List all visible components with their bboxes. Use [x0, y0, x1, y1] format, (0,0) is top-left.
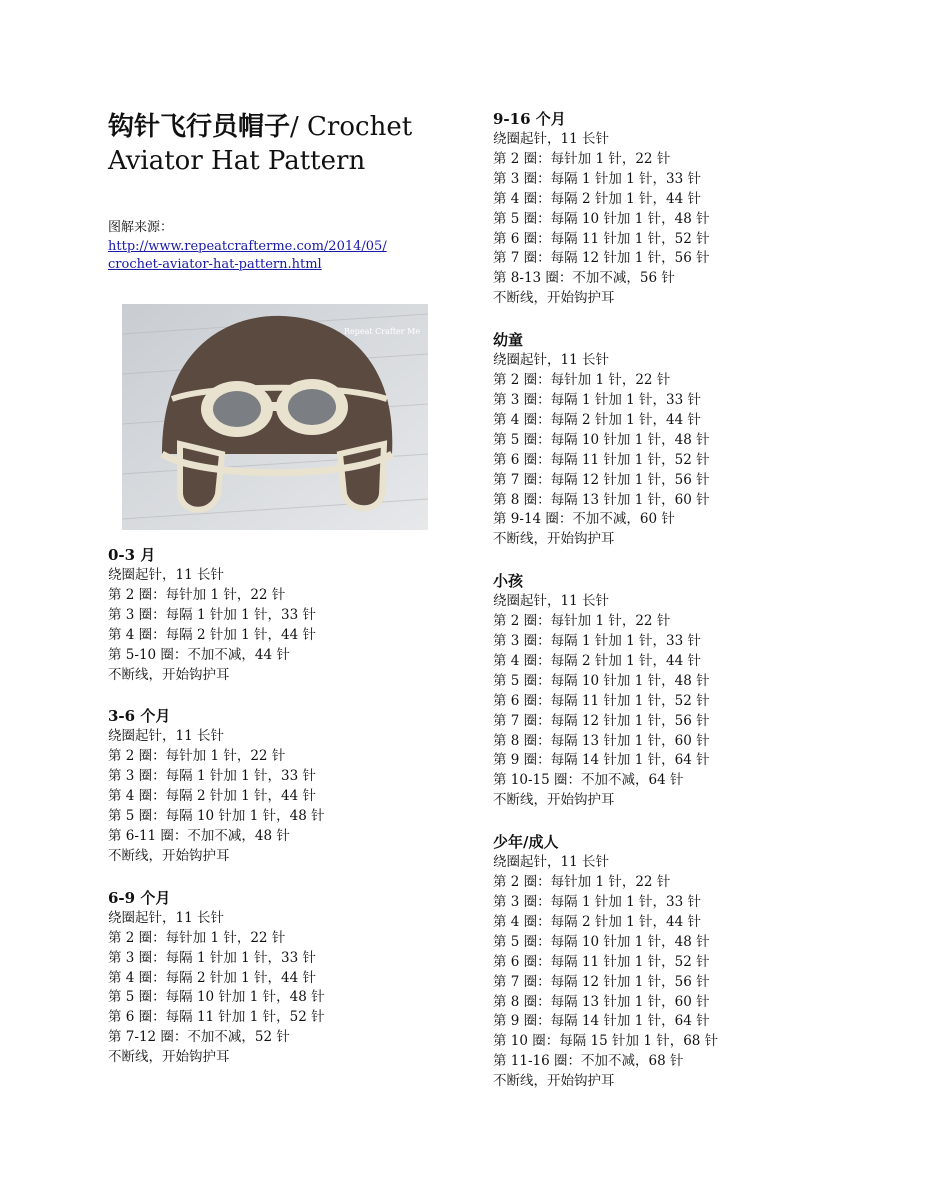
- pattern-line: 第 9 圈：每隔 14 针加 1 针，64 针: [493, 752, 710, 769]
- pattern-line: 第 8 圈：每隔 13 针加 1 针，60 针: [493, 732, 710, 749]
- pattern-line: 第 8-13 圈：不加不减，56 针: [493, 270, 675, 287]
- pattern-line: 第 3 圈：每隔 1 针加 1 针，33 针: [108, 949, 316, 966]
- pattern-line: 不断线，开始钩护耳: [493, 1073, 615, 1090]
- pattern-line: 不断线，开始钩护耳: [493, 792, 615, 809]
- pattern-line: 第 9 圈：每隔 14 针加 1 针，64 针: [493, 1013, 710, 1030]
- section-title: 幼童: [493, 331, 524, 350]
- pattern-line: 第 9-14 圈：不加不减，60 针: [493, 511, 675, 528]
- title-chinese: 钩针飞行员帽子: [108, 112, 291, 142]
- pattern-line: 第 5 圈：每隔 10 针加 1 针，48 针: [108, 989, 325, 1006]
- section-title: 0-3 月: [108, 546, 156, 564]
- section-gap: [493, 309, 893, 329]
- section-title: 9-16 个月: [493, 110, 566, 128]
- pattern-line: 第 4 圈：每隔 2 针加 1 针，44 针: [108, 969, 316, 986]
- pattern-line: 第 5 圈：每隔 10 针加 1 针，48 针: [493, 210, 710, 227]
- pattern-line: 第 10 圈：每隔 15 针加 1 针，68 针: [493, 1033, 719, 1050]
- pattern-line: 第 7 圈：每隔 12 针加 1 针，56 针: [493, 712, 710, 729]
- pattern-line: 第 6-11 圈：不加不减，48 针: [108, 827, 290, 844]
- pattern-line: 第 2 圈：每针加 1 针，22 针: [108, 929, 286, 946]
- aviator-hat-image: [122, 304, 428, 530]
- pattern-line: 第 7-12 圈：不加不减，52 针: [108, 1029, 290, 1046]
- pattern-line: 第 7 圈：每隔 12 针加 1 针，56 针: [493, 471, 710, 488]
- pattern-line: 第 5 圈：每隔 10 针加 1 针，48 针: [493, 672, 710, 689]
- source-label: 图解来源：: [108, 220, 174, 235]
- size-section: [108, 705, 448, 866]
- pattern-line: 第 3 圈：每隔 1 针加 1 针，33 针: [108, 606, 316, 623]
- left-column: [108, 110, 448, 1068]
- pattern-line: 第 7 圈：每隔 12 针加 1 针，56 针: [493, 973, 710, 990]
- size-section: [493, 108, 893, 309]
- pattern-line: 第 4 圈：每隔 2 针加 1 针，44 针: [493, 190, 701, 207]
- pattern-line: 第 5 圈：每隔 10 针加 1 针，48 针: [108, 808, 325, 825]
- pattern-line: 第 6 圈：每隔 11 针加 1 针，52 针: [493, 953, 710, 970]
- pattern-line: 第 5-10 圈：不加不减，44 针: [108, 646, 290, 663]
- pattern-line: 第 4 圈：每隔 2 针加 1 针，44 针: [108, 788, 316, 805]
- pattern-line: 第 3 圈：每隔 1 针加 1 针，33 针: [493, 633, 701, 650]
- photo-watermark: Repeat Crafter Me: [344, 327, 421, 336]
- pattern-line: 第 2 圈：每针加 1 针，22 针: [108, 586, 286, 603]
- section-gap: [108, 685, 448, 705]
- hat-photo: [122, 304, 428, 530]
- pattern-line: 绕圈起针，11 长针: [493, 854, 609, 871]
- left-sections: [108, 544, 448, 1068]
- pattern-line: 第 3 圈：每隔 1 针加 1 针，33 针: [493, 391, 701, 408]
- pattern-line: 第 2 圈：每针加 1 针，22 针: [493, 372, 671, 389]
- source-link[interactable]: http://www.repeatcrafterme.com/2014/05/crochet-aviator-hat-pattern.html: [108, 239, 387, 272]
- pattern-line: 第 4 圈：每隔 2 针加 1 针，44 针: [493, 411, 701, 428]
- size-section: [108, 544, 448, 685]
- pattern-line: 绕圈起针，11 长针: [493, 593, 609, 610]
- pattern-line: 第 4 圈：每隔 2 针加 1 针，44 针: [493, 913, 701, 930]
- section-gap: [493, 550, 893, 570]
- pattern-line: 不断线，开始钩护耳: [493, 531, 615, 548]
- section-title: 6-9 个月: [108, 888, 171, 907]
- section-gap: [493, 811, 893, 831]
- page-title: [108, 110, 448, 178]
- pattern-line: 第 4 圈：每隔 2 针加 1 针，44 针: [108, 626, 316, 643]
- pattern-line: 第 8 圈：每隔 13 针加 1 针，60 针: [493, 993, 710, 1010]
- pattern-line: 不断线，开始钩护耳: [108, 847, 230, 864]
- size-section: [493, 570, 893, 811]
- section-gap: [108, 867, 448, 887]
- size-section: [493, 831, 893, 1092]
- pattern-line: 第 6 圈：每隔 11 针加 1 针，52 针: [493, 230, 710, 247]
- pattern-line: 第 3 圈：每隔 1 针加 1 针，33 针: [108, 768, 316, 785]
- pattern-line: 第 3 圈：每隔 1 针加 1 针，33 针: [493, 170, 701, 187]
- pattern-line: 绕圈起针，11 长针: [493, 131, 609, 147]
- pattern-line: 第 2 圈：每针加 1 针，22 针: [108, 748, 286, 765]
- section-title: 3-6 个月: [108, 707, 171, 726]
- right-sections: [493, 108, 893, 1092]
- pattern-line: 第 6 圈：每隔 11 针加 1 针，52 针: [493, 451, 710, 468]
- title-english: / Crochet Aviator Hat Pattern: [108, 112, 413, 176]
- pattern-line: 第 6 圈：每隔 11 针加 1 针，52 针: [108, 1009, 325, 1026]
- pattern-line: 第 7 圈：每隔 12 针加 1 针，56 针: [493, 250, 710, 267]
- pattern-line: 第 5 圈：每隔 10 针加 1 针，48 针: [493, 431, 710, 448]
- pattern-line: 第 5 圈：每隔 10 针加 1 针，48 针: [493, 933, 710, 950]
- pattern-line: 不断线，开始钩护耳: [493, 290, 615, 307]
- pattern-line: 绕圈起针，11 长针: [493, 352, 609, 369]
- section-title: 小孩: [493, 572, 524, 591]
- right-column: [493, 108, 893, 1092]
- pattern-line: 第 2 圈：每针加 1 针，22 针: [493, 613, 671, 630]
- pattern-line: 不断线，开始钩护耳: [108, 1049, 230, 1066]
- pattern-line: 第 2 圈：每针加 1 针，22 针: [493, 874, 671, 891]
- section-title: 少年/成人: [493, 833, 559, 852]
- pattern-line: 第 3 圈：每隔 1 针加 1 针，33 针: [493, 894, 701, 910]
- pattern-line: 第 11-16 圈：不加不减，68 针: [493, 1053, 684, 1070]
- pattern-line: 第 6 圈：每隔 11 针加 1 针，52 针: [493, 692, 710, 709]
- pattern-line: 不断线，开始钩护耳: [108, 666, 230, 683]
- pattern-line: 绕圈起针，11 长针: [108, 567, 224, 583]
- pattern-line: 第 10-15 圈：不加不减，64 针: [493, 772, 684, 789]
- pattern-line: 第 8 圈：每隔 13 针加 1 针，60 针: [493, 491, 710, 508]
- pattern-line: 第 4 圈：每隔 2 针加 1 针，44 针: [493, 652, 701, 669]
- pattern-line: 绕圈起针，11 长针: [108, 909, 224, 926]
- pattern-line: 第 2 圈：每针加 1 针，22 针: [493, 150, 671, 167]
- size-section: [493, 329, 893, 550]
- pattern-line: 绕圈起针，11 长针: [108, 728, 224, 745]
- size-section: [108, 887, 448, 1068]
